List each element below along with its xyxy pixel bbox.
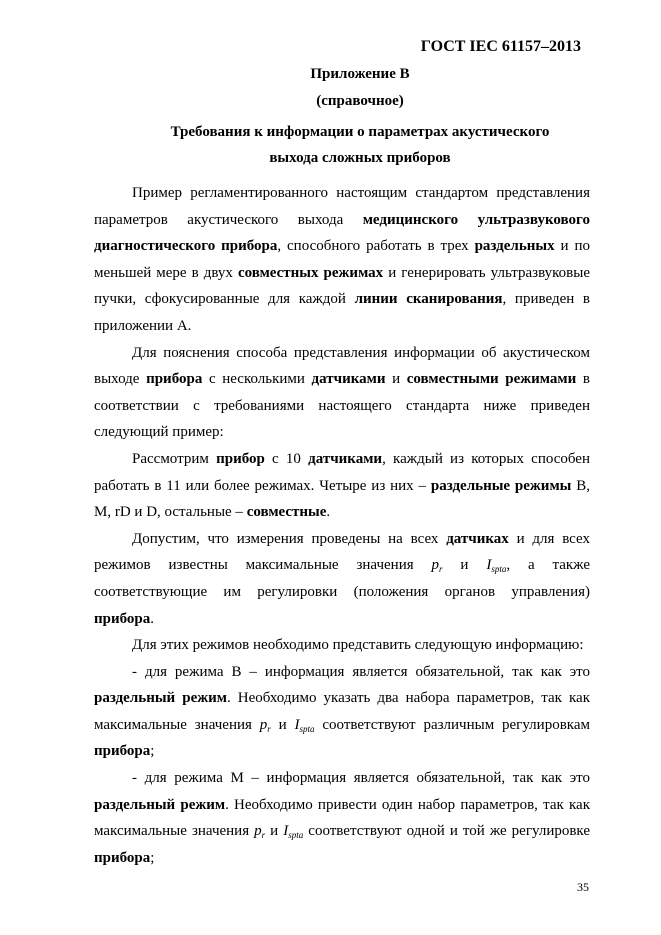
text-run: Пример регламентированного настоящим стандартом представления параметров акустического выхода (94, 185, 590, 228)
text-run: соответствуют одной и той же регулировке (303, 823, 590, 840)
symbol-subscript: spta (491, 564, 507, 575)
symbol-intensity: I (294, 716, 300, 733)
term-bold: совместными режимами (406, 371, 577, 388)
text-run: с несколькими (202, 371, 312, 388)
term-bold: раздельные режимы (430, 477, 572, 494)
text-run: и (270, 716, 295, 733)
symbol-subscript: spta (299, 723, 315, 734)
text-run: . (150, 610, 155, 627)
term-bold: прибора (94, 610, 151, 627)
term-bold: прибора (94, 743, 151, 760)
term-bold: раздельный режим (94, 690, 227, 707)
text-run: , каждый из которых способен работать в 11 или более режимах. Четыре из них – (94, 450, 590, 494)
paragraph-7 (94, 765, 590, 871)
text-run: и для всех режимов известны максимальные значения (94, 530, 590, 574)
text-run: и (265, 823, 284, 840)
text-run: . Необходимо привести один набор параметров, так как максимальные значения (94, 796, 590, 840)
symbol-pressure: p (259, 716, 268, 733)
text-run: Рассмотрим (132, 450, 217, 467)
text-run: Для пояснения способа представления информации об акустическом выходе (94, 344, 590, 388)
term-bold: прибора (94, 849, 151, 866)
term-bold: прибора (146, 371, 203, 388)
text-run: в соответствии с требованиями настоящего стандарта ниже приведен следующий пример: (94, 371, 590, 441)
paragraph-6 (94, 659, 590, 765)
term-bold: датчиками (308, 450, 383, 467)
appendix-title: Приложение B (310, 66, 410, 82)
text-run: и (442, 557, 487, 574)
text-run: и по меньшей мере в двух (94, 238, 590, 281)
text-run: B, M, rD и D, остальные – (94, 477, 590, 521)
appendix-heading-line1: Требования к информации о параметрах акустического (170, 124, 550, 140)
text-run: соответствуют различным регулировкам (314, 716, 590, 733)
symbol-subscript: r (267, 723, 271, 734)
text-run: , способного работать в трех (277, 238, 475, 255)
symbol-pressure: p (254, 823, 262, 840)
paragraph-4 (94, 526, 590, 632)
text-run: . (326, 504, 331, 521)
text-run: , а также соответствующие им регулировки (положения органов управления) (94, 557, 590, 600)
term-bold: датчиках (446, 530, 509, 547)
term-bold: совместных режимах (237, 264, 384, 281)
term-bold: раздельных (474, 238, 555, 255)
text-run: Для этих режимов необходимо представить следующую информацию: (132, 637, 584, 654)
term-bold: датчиками (311, 371, 386, 388)
paragraph-1 (94, 180, 590, 340)
appendix-heading-line2: выхода сложных приборов (269, 150, 451, 166)
term-bold: линии сканирования (354, 291, 503, 308)
paragraph-5 (94, 632, 590, 659)
standard-designation: ГОСТ IEC 61157–2013 (420, 38, 581, 55)
text-run: и (385, 371, 407, 388)
paragraph-2 (94, 340, 590, 446)
appendix-type: (справочное) (316, 93, 404, 109)
term-bold: прибор (216, 450, 265, 467)
text-run: и генерировать ультразвуковые пучки, сфокусированные для каждой (94, 264, 590, 308)
text-run: с 10 (264, 450, 309, 467)
text-run: ; (150, 849, 155, 866)
text-run: ; (150, 743, 155, 760)
term-bold: медицинского ультразвукового диагностического прибора (94, 211, 590, 255)
text-run: - для режима M – информация является обязательной, так как это (132, 770, 590, 787)
paragraph-3 (94, 446, 590, 526)
term-bold: раздельный режим (94, 796, 226, 813)
symbol-subscript: r (439, 564, 443, 575)
symbol-intensity: I (283, 823, 289, 840)
symbol-pressure: p (431, 557, 440, 574)
text-run: Допустим, что измерения проведены на всех (132, 530, 447, 547)
symbol-intensity: I (486, 557, 492, 574)
body-text (94, 180, 590, 871)
symbol-subscript: spta (288, 830, 304, 841)
symbol-subscript: r (261, 830, 266, 841)
term-bold: совместные (246, 504, 327, 521)
text-run: , приведен в приложении А. (94, 291, 590, 334)
text-run: - для режима B – информация является обязательной, так как это (132, 663, 590, 680)
page-number: 35 (577, 880, 589, 894)
text-run: . Необходимо указать два набора параметров, так как максимальные значения (94, 690, 590, 733)
